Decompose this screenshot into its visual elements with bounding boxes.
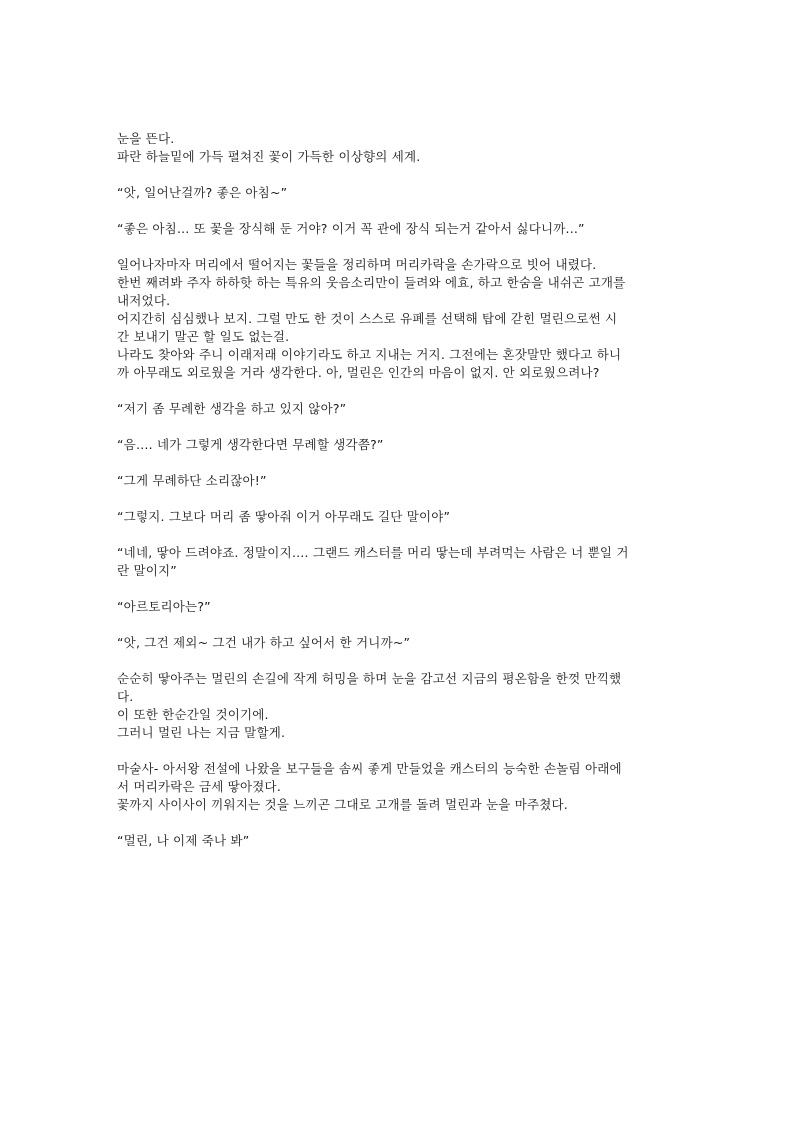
paragraph-line: 파란 하늘밑에 가득 펼쳐진 꽃이 가득한 이상향의 세계.: [117, 149, 421, 164]
dialogue-line: “음…. 네가 그렇게 생각한다면 무례할 생각쯤?”: [117, 437, 384, 452]
paragraph-line: 눈을 뜬다.: [117, 131, 175, 146]
dialogue-line: “멀린, 나 이제 죽나 봐”: [117, 833, 250, 848]
dialogue-line: “앗, 일어난걸까? 좋은 아침~”: [117, 185, 288, 200]
paragraph-line: 내저었다.: [117, 293, 171, 308]
dialogue-line: “그게 무례하단 소리잖아!”: [117, 473, 267, 488]
dialogue-line: “아르토리아는?”: [117, 599, 211, 614]
paragraph-line: 다.: [117, 689, 134, 704]
story-text: [117, 130, 685, 850]
paragraph-line: 마술사- 아서왕 전설에 나왔을 보구들을 솜씨 좋게 만들었을 캐스터의 능숙한 손놀림 아래에: [117, 761, 622, 776]
dialogue-line: 란 말이지”: [117, 563, 177, 578]
paragraph-line: 그러니 멀린 나는 지금 말할게.: [117, 725, 286, 740]
dialogue-line: “앗, 그건 제외~ 그건 내가 하고 싶어서 한 거니까~”: [117, 635, 411, 650]
paragraph-line: 한번 째려봐 주자 하하핫 하는 특유의 웃음소리만이 들려와 에효, 하고 한숨을 내쉬곤 고개를: [117, 275, 626, 290]
paragraph-line: 순순히 땋아주는 멀린의 손길에 작게 허밍을 하며 눈을 감고선 지금의 평온함을 한껏 만끽했: [117, 671, 622, 686]
paragraph-line: 꽃까지 사이사이 끼워지는 것을 느끼곤 그대로 고개를 돌려 멀린과 눈을 마주쳤다.: [117, 797, 568, 812]
paragraph-line: 까 아무래도 외로웠을 거라 생각한다. 아, 멀린은 인간의 마음이 없지. 안 외로웠으려나?: [117, 365, 600, 380]
dialogue-line: “저기 좀 무례한 생각을 하고 있지 않아?”: [117, 401, 347, 416]
dialogue-line: “네네, 땋아 드려야죠. 정말이지…. 그랜드 캐스터를 머리 땋는데 부려먹는 사람은 너 뿐일 거: [117, 545, 629, 560]
dialogue-line: “좋은 아침... 또 꽃을 장식해 둔 거야? 이거 꼭 관에 장식 되는거 같아서 싫다니까...”: [117, 221, 585, 236]
paragraph-line: 어지간히 심심했나 보지. 그럴 만도 한 것이 스스로 유폐를 선택해 탑에 갇힌 멀린으로썬 시: [117, 311, 618, 326]
dialogue-line: “그렇지. 그보다 머리 좀 땋아줘 이거 아무래도 길단 말이야”: [117, 509, 451, 524]
paragraph-line: 나라도 찾아와 주니 이래저래 이야기라도 하고 지내는 거지. 그전에는 혼잣말만 했다고 하니: [117, 347, 622, 362]
paragraph-line: 이 또한 한순간일 것이기에.: [117, 707, 269, 722]
paragraph-line: 서 머리카락은 금세 땋아졌다.: [117, 779, 281, 794]
paragraph-line: 간 보내기 말곤 할 일도 없는걸.: [117, 329, 290, 344]
paragraph-line: 일어나자마자 머리에서 떨어지는 꽃들을 정리하며 머리카락을 손가락으로 빗어 내렸다.: [117, 257, 597, 272]
